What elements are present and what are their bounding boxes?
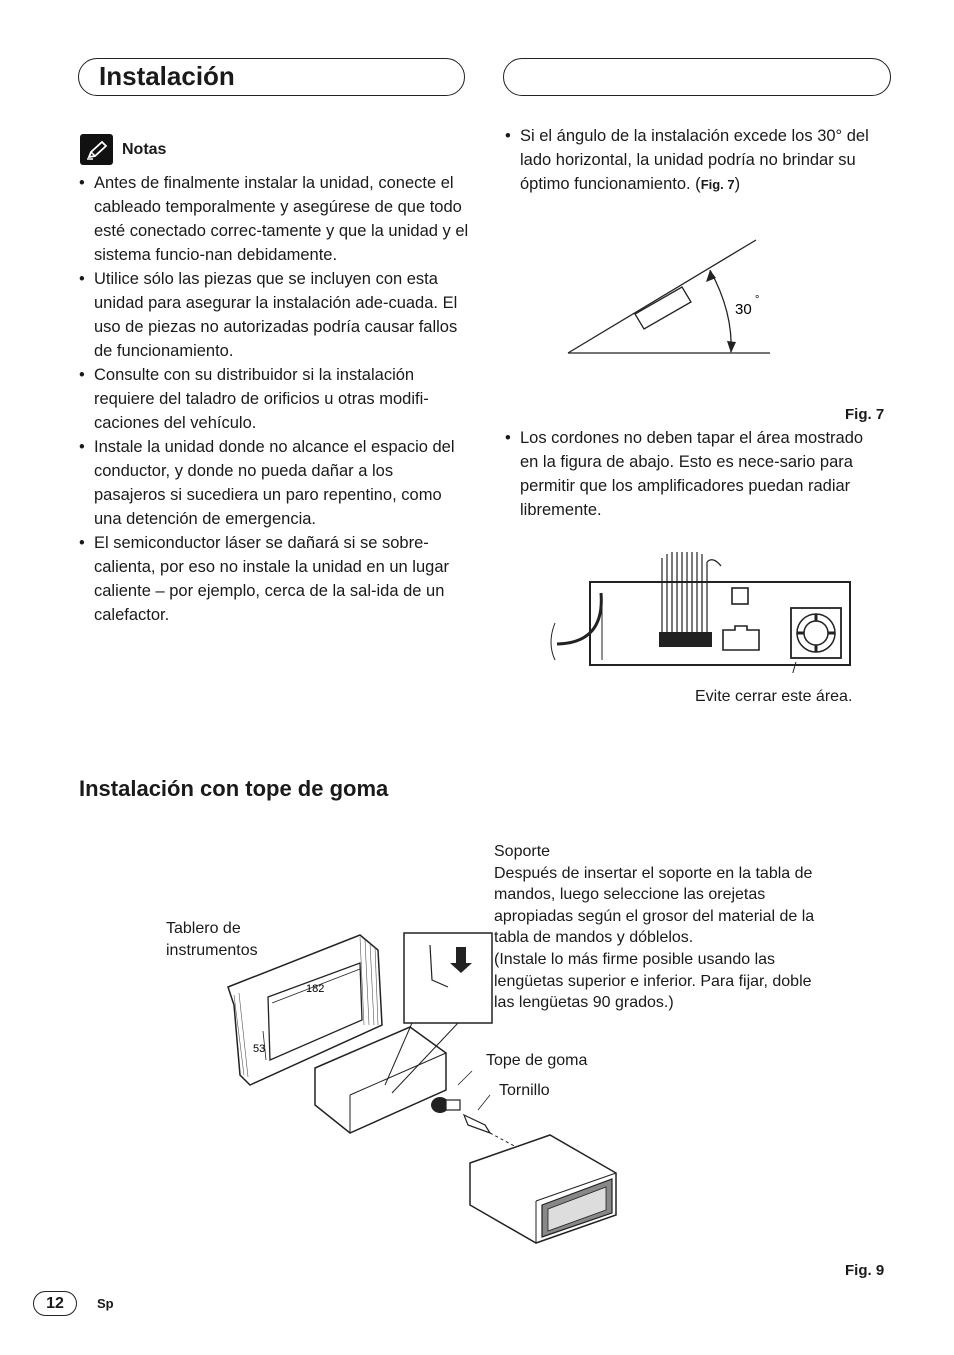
tornillo-label: Tornillo: [499, 1082, 550, 1099]
degree-symbol: °: [755, 294, 760, 306]
fig9-installation-diagram: [220, 925, 630, 1245]
angle-label: 30: [735, 301, 752, 318]
pencil-icon: [80, 134, 113, 165]
cords-note: [505, 426, 885, 522]
list-item: • Instale la unidad donde no alcance el espacio del conductor, y donde no pueda dañar a los pasajeros si sucediera un paro repentino, como una detención de emergencia.: [79, 435, 469, 531]
fig7-angle-diagram: [560, 232, 780, 362]
tope-label: Tope de goma: [486, 1052, 588, 1069]
tablero-label: Tablero de instrumentos: [166, 920, 258, 959]
fig8-caption: Evite cerrar este área.: [695, 688, 853, 705]
list-item: [505, 124, 880, 197]
dimension-width: 182: [306, 983, 325, 995]
angle-note-text: Si el ángulo de la instalación excede los 30° del lado horizontal, la unidad podría no brindar su óptimo funcionamiento. (: [520, 127, 869, 193]
list-item: • Consulte con su distribuidor si la instalación requiere del taladro de orificios u otras modifi-caciones del vehículo.: [79, 363, 469, 435]
soporte-label: Soporte: [494, 843, 551, 860]
list-item: • Utilice sólo las piezas que se incluyen con esta unidad para asegurar la instalación ade-cuada. El uso de piezas no autorizadas podría causar fallos de funcionamiento.: [79, 267, 469, 363]
notes-list: [79, 171, 469, 627]
soporte-description: Después de insertar el soporte en la tabla de mandos, luego seleccione las orejetas apropiadas según el grosor del material de la tabla de mandos y dóblelos.: [494, 864, 815, 947]
fig7-reference: Fig. 7: [700, 177, 735, 192]
section-header-right: [503, 58, 891, 96]
angle-note: [505, 124, 880, 197]
page-title: Instalación: [99, 61, 235, 91]
section-header-left: [78, 58, 465, 96]
page-number: 12: [33, 1291, 77, 1316]
list-item: • Los cordones no deben tapar el área mostrado en la figura de abajo. Esto es nece-sario para permitir que los amplificadores puedan radiar libremente.: [505, 426, 885, 522]
notes-label: Notas: [122, 140, 167, 158]
language-code: Sp: [97, 1296, 114, 1311]
fig8-rear-panel-diagram: [545, 548, 865, 673]
fig9-label: Fig. 9: [845, 1262, 885, 1279]
notes-heading: [80, 134, 166, 165]
list-item: • Antes de finalmente instalar la unidad, conecte el cableado temporalmente y asegúrese de que todo esté conectado correc-tamente y que la unidad y el sistema funcio-nan debidamente.: [79, 171, 469, 267]
dimension-height: 53: [253, 1043, 266, 1055]
soporte-note: (Instale lo más firme posible usando las lengüetas superior e inferior. Para fijar, doble las lengüetas 90 grados.): [494, 950, 812, 1012]
list-item: • El semiconductor láser se dañará si se sobre-calienta, por eso no instale la unidad en un lugar caliente – por ejemplo, cerca de la sal-ida de un calefactor.: [79, 531, 469, 627]
angle-note-close: ): [734, 175, 741, 193]
fig7-label: Fig. 7: [845, 406, 885, 423]
section-title: Instalación con tope de goma: [79, 776, 389, 801]
